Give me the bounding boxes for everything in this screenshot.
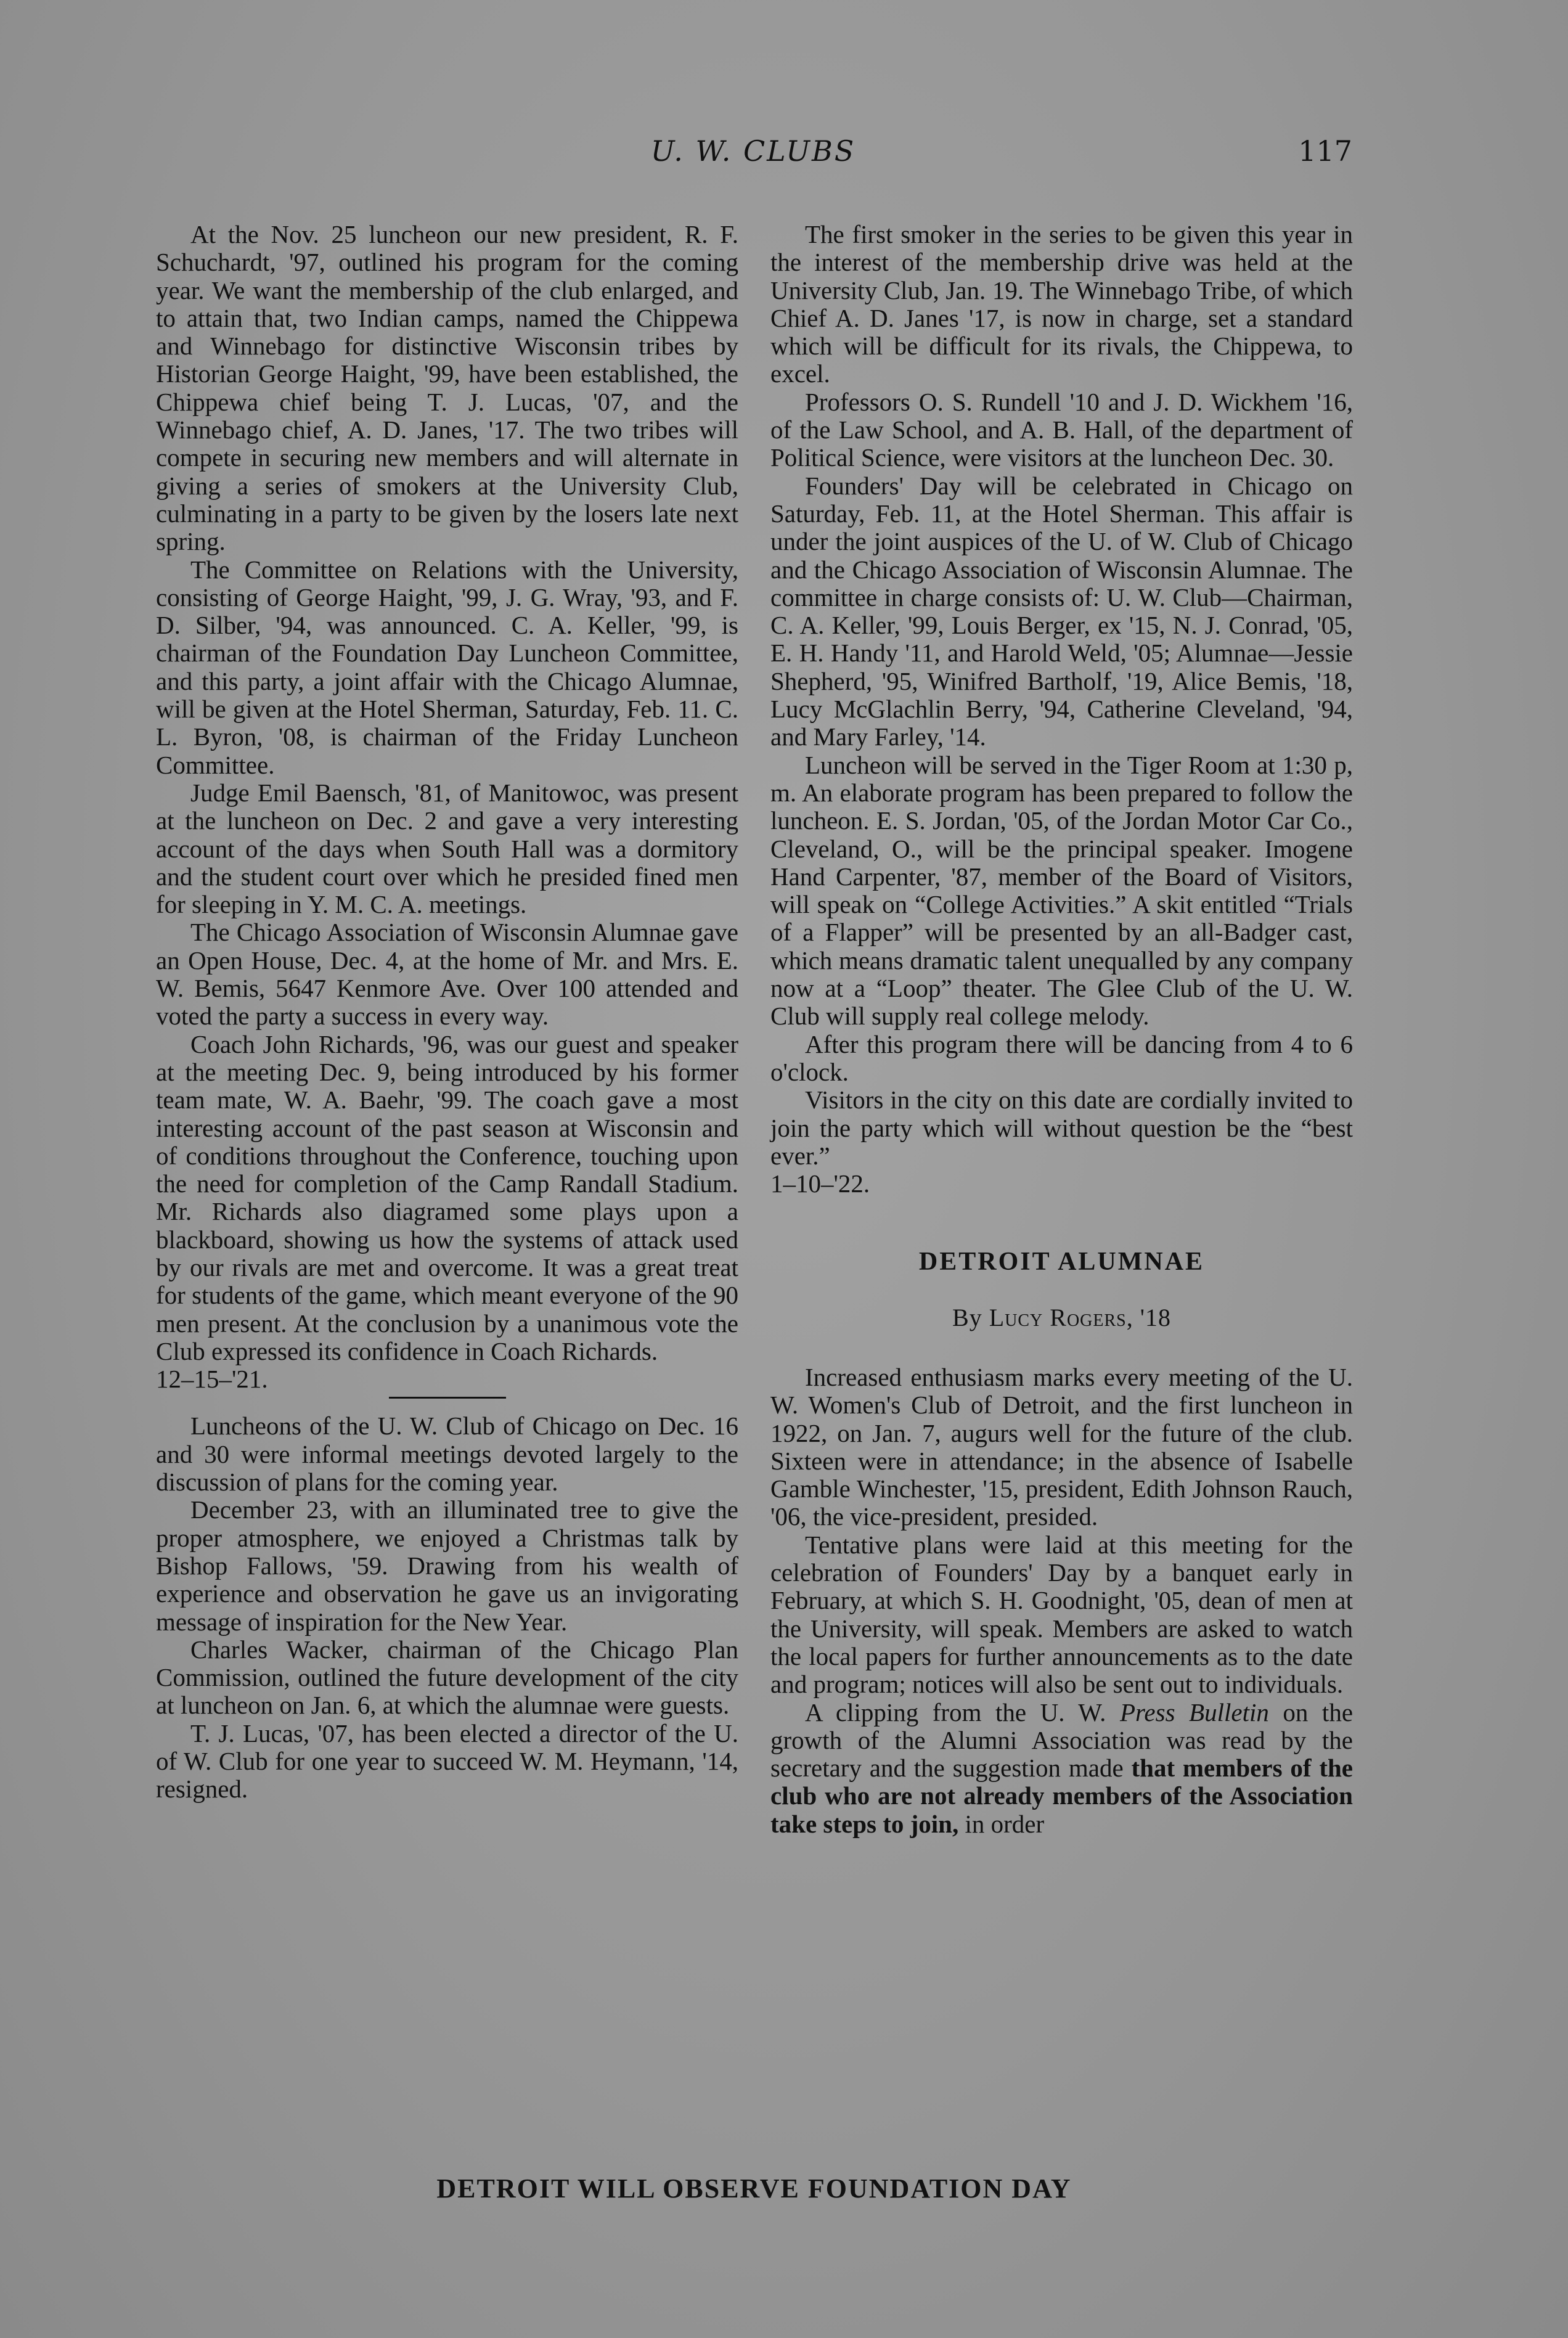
byline-year: , '18 [1126, 1303, 1171, 1331]
right-column [770, 221, 1353, 1838]
running-head: U. W. CLUBS [650, 134, 856, 168]
byline-author: Lucy Rogers [989, 1303, 1127, 1331]
left-column [156, 221, 738, 1804]
text-run: A clipping from the U. W. [805, 1698, 1106, 1727]
paragraph: December 23, with an illuminated tree to give the proper atmosphere, we enjoyed a Christmas talk by Bishop Fallows, '59. Drawing from his wealth of experience and observation he gave us an invigorating message of inspiration for the New Year. [156, 1495, 738, 1636]
paragraph: Coach John Richards, '96, was our guest and speaker at the meeting Dec. 9, being introduced by his former team mate, W. A. Baehr, '99. The coach gave a most interesting account of the past season at Wisconsin and of conditions throughout the Conference, touching upon the need for completion of the Camp Randall Stadium. Mr. Richards also diagramed some plays upon a blackboard, showing us how the systems of attack used by our rivals are met and overcome. It was a great treat for students of the game, which meant everyone of the 90 men present. At the conclusion by a unanimous vote the Club expressed its confidence in Coach Richards. [156, 1029, 738, 1365]
paragraph: Luncheons of the U. W. Club of Chicago on Dec. 16 and 30 were informal meetings devoted largely to the discussion of plans for the coming year. [156, 1412, 738, 1497]
paragraph [770, 1699, 1353, 1838]
paragraph: The first smoker in the series to be given this year in the interest of the membership drive was held at the University Club, Jan. 19. The Winnebago Tribe, of which Chief A. D. Janes '17, is now in charge, set a standard which will be difficult for its rivals, the Chippewa, to excel. [770, 220, 1353, 388]
paragraph: After this program there will be dancing from 4 to 6 o'clock. [770, 1029, 1353, 1086]
dateline: 12–15–'21. [156, 1365, 268, 1394]
paragraph: Increased enthusiasm marks every meeting of the U. W. Women's Club of Detroit, and the first luncheon in 1922, on Jan. 7, augurs well for the future of the club. Sixteen were in attendance; in the absence of Isabelle Gamble Winchester, '15, president, Edith Johnson Rauch, '06, the vice-president, presided. [770, 1362, 1353, 1531]
paragraph: The Chicago Association of Wisconsin Alumnae gave an Open House, Dec. 4, at the home of Mr. and Mrs. E. W. Bemis, 5647 Kenmore Ave. Over 100 attended and voted the party a success in every way. [156, 918, 738, 1031]
dateline: 1–10–'22. [770, 1169, 870, 1198]
byline-prefix: By [952, 1303, 982, 1331]
paragraph: Charles Wacker, chairman of the Chicago Plan Commission, outlined the future development of the city at luncheon on Jan. 6, at which the alumnae were guests. [156, 1635, 738, 1720]
paragraph: At the Nov. 25 luncheon our new president, R. F. Schuchardt, '97, outlined his program for the coming year. We want the membership of the club enlarged, and to attain that, two Indian camps, named the Chippewa and Winnebago for distinctive Wisconsin tribes by Historian George Haight, '99, have been established, the Chippewa chief being T. J. Lucas, '07, and the Winnebago chief, A. D. Janes, '17. The two tribes will compete in securing new members and will alternate in giving a series of smokers at the University Club, culminating in a party to be given by the losers late next spring. [156, 220, 738, 556]
text-run: on the growth of the Alumni Association was read by the secretary and the suggestion made [770, 1698, 1354, 1783]
paragraph: Luncheon will be served in the Tiger Room at 1:30 p, m. An elaborate program has been prepared to follow the luncheon. E. S. Jordan, '05, of the Jordan Motor Car Co., Cleveland, O., will be the principal speaker. Imogene Hand Carpenter, '87, member of the Board of Visitors, will speak on “College Activities.” A skit entitled “Trials of a Flapper” will be presented by an all-Badger cast, which means dramatic talent unequalled by any company now at a “Loop” theater. The Glee Club of the U. W. Club will supply real college melody. [770, 750, 1353, 1031]
page-header [154, 134, 1352, 178]
publication-title: Press Bulletin [1119, 1698, 1269, 1727]
byline [770, 1304, 1353, 1331]
text-run: in order [965, 1809, 1045, 1838]
section-divider [389, 1397, 506, 1399]
paragraph: Founders' Day will be celebrated in Chicago on Saturday, Feb. 11, at the Hotel Sherman. This affair is under the joint auspices of the U. of W. Club of Chicago and the Chicago Association of Wisconsin Alumnae. The committee in charge consists of: U. W. Club—Chairman, C. A. Keller, '99, Louis Berger, ex '15, N. J. Conrad, '05, E. H. Handy '11, and Harold Weld, '05; Alumnae—Jessie Shepherd, '95, Winifred Bartholf, '19, Alice Bemis, '18, Lucy McGlachlin Berry, '94, Catherine Cleveland, '94, and Mary Farley, '14. [770, 471, 1353, 751]
emphasis-text: that members of the club who are not already members of the Association take steps to join, [770, 1754, 1353, 1838]
paragraph: Professors O. S. Rundell '10 and J. D. Wickhem '16, of the Law School, and A. B. Hall, of the department of Political Science, were visitors at the luncheon Dec. 30. [770, 387, 1353, 472]
paragraph: Judge Emil Baensch, '81, of Manitowoc, was present at the luncheon on Dec. 2 and gave a very interesting account of the days when South Hall was a dormitory and the student court over which he presided fined men for sleeping in Y. M. C. A. meetings. [156, 778, 738, 919]
paragraph: The Committee on Relations with the University, consisting of George Haight, '99, J. G. Wray, '93, and F. D. Silber, '94, was announced. C. A. Keller, '99, is chairman of the Foundation Day Luncheon Committee, and this party, a joint affair with the Chicago Alumnae, will be given at the Hotel Sherman, Saturday, Feb. 11. C. L. Byron, '08, is chairman of the Friday Luncheon Committee. [156, 555, 738, 779]
footer-headline: DETROIT WILL OBSERVE FOUNDATION DAY [436, 2173, 1072, 2204]
paragraph: Visitors in the city on this date are cordially invited to join the party which will without question be the “best ever.” [770, 1085, 1353, 1170]
page-number: 117 [1298, 134, 1352, 168]
paragraph: T. J. Lucas, '07, has been elected a director of the U. of W. Club for one year to succeed W. M. Heymann, '14, resigned. [156, 1719, 738, 1804]
section-title: DETROIT ALUMNAE [918, 1248, 1205, 1277]
paragraph: Tentative plans were laid at this meeting for the celebration of Founders' Day by a banquet early in February, at which S. H. Goodnight, '05, dean of men at the University, will speak. Members are asked to watch the local papers for further announcements as to the date and program; notices will also be sent out to individuals. [770, 1530, 1353, 1699]
